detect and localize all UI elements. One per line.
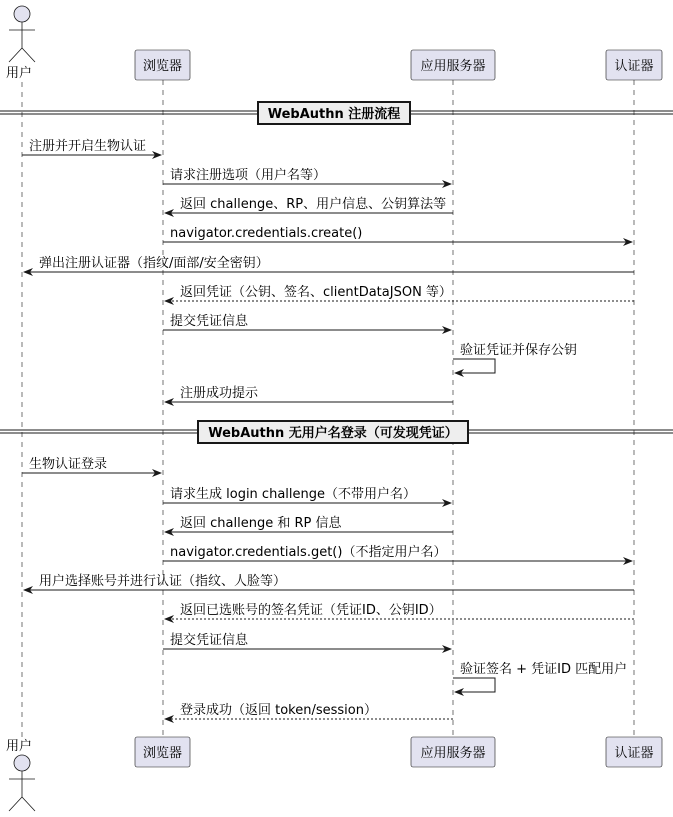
svg-text:弹出注册认证器（指纹/面部/安全密钥）: 弹出注册认证器（指纹/面部/安全密钥） [39,256,269,271]
svg-text:注册并开启生物认证: 注册并开启生物认证 [29,139,147,154]
actor-user-label-bottom: 用户 [5,739,33,754]
svg-text:navigator.credentials.create(): navigator.credentials.create() [170,226,363,241]
section-divider-register [0,102,673,124]
svg-text:认证器: 认证器 [614,59,654,74]
message-5 [24,255,634,272]
svg-text:验证凭证并保存公钥: 验证凭证并保存公钥 [460,343,578,358]
actor-user-top [6,6,35,81]
message-9 [165,385,453,402]
svg-text:返回 challenge、RP、用户信息、公钥算法等: 返回 challenge、RP、用户信息、公钥算法等 [180,197,447,212]
svg-text:生物认证登录: 生物认证登录 [29,457,108,472]
svg-text:应用服务器: 应用服务器 [420,59,486,74]
svg-text:应用服务器: 应用服务器 [420,746,486,761]
message-11 [163,486,451,503]
svg-text:提交凭证信息: 提交凭证信息 [170,314,249,329]
svg-text:浏览器: 浏览器 [142,746,183,761]
message-12 [165,515,453,532]
actor-user-label-top: 用户 [5,66,33,81]
message-16 [163,632,451,649]
section-title-login: WebAuthn 无用户名登录（可发现凭证） [208,426,458,441]
message-3 [165,196,453,213]
svg-text:navigator.credentials.get()（不指: navigator.credentials.get()（不指定用户名） [170,545,447,560]
svg-text:请求注册选项（用户名等）: 请求注册选项（用户名等） [170,168,327,183]
svg-text:返回已选账号的签名凭证（凭证ID、公钥ID）: 返回已选账号的签名凭证（凭证ID、公钥ID） [180,603,442,618]
section-title-register: WebAuthn 注册流程 [267,107,401,122]
message-1 [22,138,161,155]
message-17-self [453,662,627,692]
svg-text:返回凭证（公钥、签名、clientDataJSON 等）: 返回凭证（公钥、签名、clientDataJSON 等） [180,285,452,300]
section-divider-login [0,421,673,443]
participant-server-top [411,50,495,80]
message-14 [24,573,634,590]
message-2 [163,167,451,184]
message-6 [165,285,634,301]
message-10 [22,456,161,473]
svg-text:浏览器: 浏览器 [142,59,183,74]
actor-user-bottom [6,739,35,811]
message-8-self [453,343,577,373]
svg-text:登录成功（返回 token/session）: 登录成功（返回 token/session） [180,703,377,718]
svg-text:认证器: 认证器 [614,746,654,761]
svg-text:注册成功提示: 注册成功提示 [180,386,259,401]
svg-text:提交凭证信息: 提交凭证信息 [170,633,249,648]
participant-server-bottom [411,737,495,767]
svg-text:用户选择账号并进行认证（指纹、人脸等）: 用户选择账号并进行认证（指纹、人脸等） [39,574,287,589]
message-15 [165,602,634,619]
svg-text:验证签名 + 凭证ID 匹配用户: 验证签名 + 凭证ID 匹配用户 [460,662,628,677]
message-18 [165,702,453,719]
participant-authenticator-bottom [606,737,662,767]
participant-browser-top [135,50,190,80]
svg-text:返回 challenge 和 RP 信息: 返回 challenge 和 RP 信息 [180,516,342,531]
participant-browser-bottom [135,737,190,767]
message-7 [163,313,451,330]
svg-text:请求生成 login challenge（不带用户名）: 请求生成 login challenge（不带用户名） [170,487,416,502]
participant-authenticator-top [606,50,662,80]
message-13 [163,544,632,561]
message-4 [163,226,632,242]
